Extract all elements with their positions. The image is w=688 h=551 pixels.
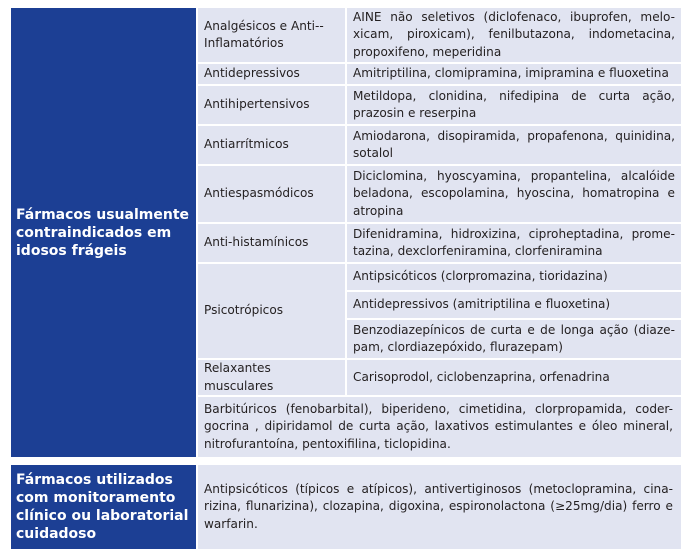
category-cell: Antidepressivos (197, 63, 346, 85)
category-cell: Antihipertensivos (197, 85, 346, 125)
psicotropicos-subitem: Benzodiazepínicos de curta e de longa ação (diaze-pam, clordiazepóxido, flurazepam) (346, 319, 682, 359)
section-header-monitoring: Fármacos utilizados com monitoramento clínico ou laboratorial cuidadoso (10, 464, 197, 550)
drugs-cell: Amitriptilina, clomipramina, imipramina e fluoxetina (346, 63, 682, 85)
category-cell: Anti-histamínicos (197, 223, 346, 263)
other-drugs-cell: Barbitúricos (fenobarbital), biperideno, cimetidina, clorpropamida, coder-gocrina , dipiridamol de curta ação, laxativos estimulantes e óleo mineral, nitrofurantoína, pentoxifilina, ticlopidina. (197, 396, 682, 458)
category-cell: Antiespasmódicos (197, 165, 346, 223)
psicotropicos-subitem: Antidepressivos (amitriptilina e fluoxetina) (346, 291, 682, 319)
drugs-cell: AINE não seletivos (diclofenaco, ibuprofen, melo-xicam, piroxicam), fenilbutazona, indometacina, propoxifeno, meperidina (346, 7, 682, 63)
drugs-cell: Difenidramina, hidroxizina, ciproheptadina, prome-tazina, dexclorfeniramina, clorfeniramina (346, 223, 682, 263)
section-header-contraindicated: Fármacos usualmente contraindicados em idosos frágeis (10, 7, 197, 458)
category-cell: Relaxantes musculares (197, 359, 346, 396)
category-cell: Analgésicos e Anti--Inflamatórios (197, 7, 346, 63)
drugs-cell: Carisoprodol, ciclobenzaprina, orfenadrina (346, 359, 682, 396)
drug-table (9, 6, 683, 551)
category-cell-psicotropicos: Psicotrópicos (197, 263, 346, 359)
drugs-cell: Metildopa, clonidina, nifedipina de curta ação, prazosin e reserpina (346, 85, 682, 125)
psicotropicos-subitem: Antipsicóticos (clorpromazina, tioridazina) (346, 263, 682, 291)
drugs-cell: Diciclomina, hyoscyamina, propantelina, alcalóide beladona, escopolamina, hyoscina, homatropina e atropina (346, 165, 682, 223)
category-cell: Antiarrítmicos (197, 125, 346, 165)
drugs-cell: Amiodarona, disopiramida, propafenona, quinidina, sotalol (346, 125, 682, 165)
monitoring-drugs-cell: Antipsicóticos (típicos e atípicos), antivertiginosos (metoclopramina, cina-rizina, flunarizina), clozapina, digoxina, espironolactona (≥25mg/dia) ferro e warfarin. (197, 464, 682, 550)
